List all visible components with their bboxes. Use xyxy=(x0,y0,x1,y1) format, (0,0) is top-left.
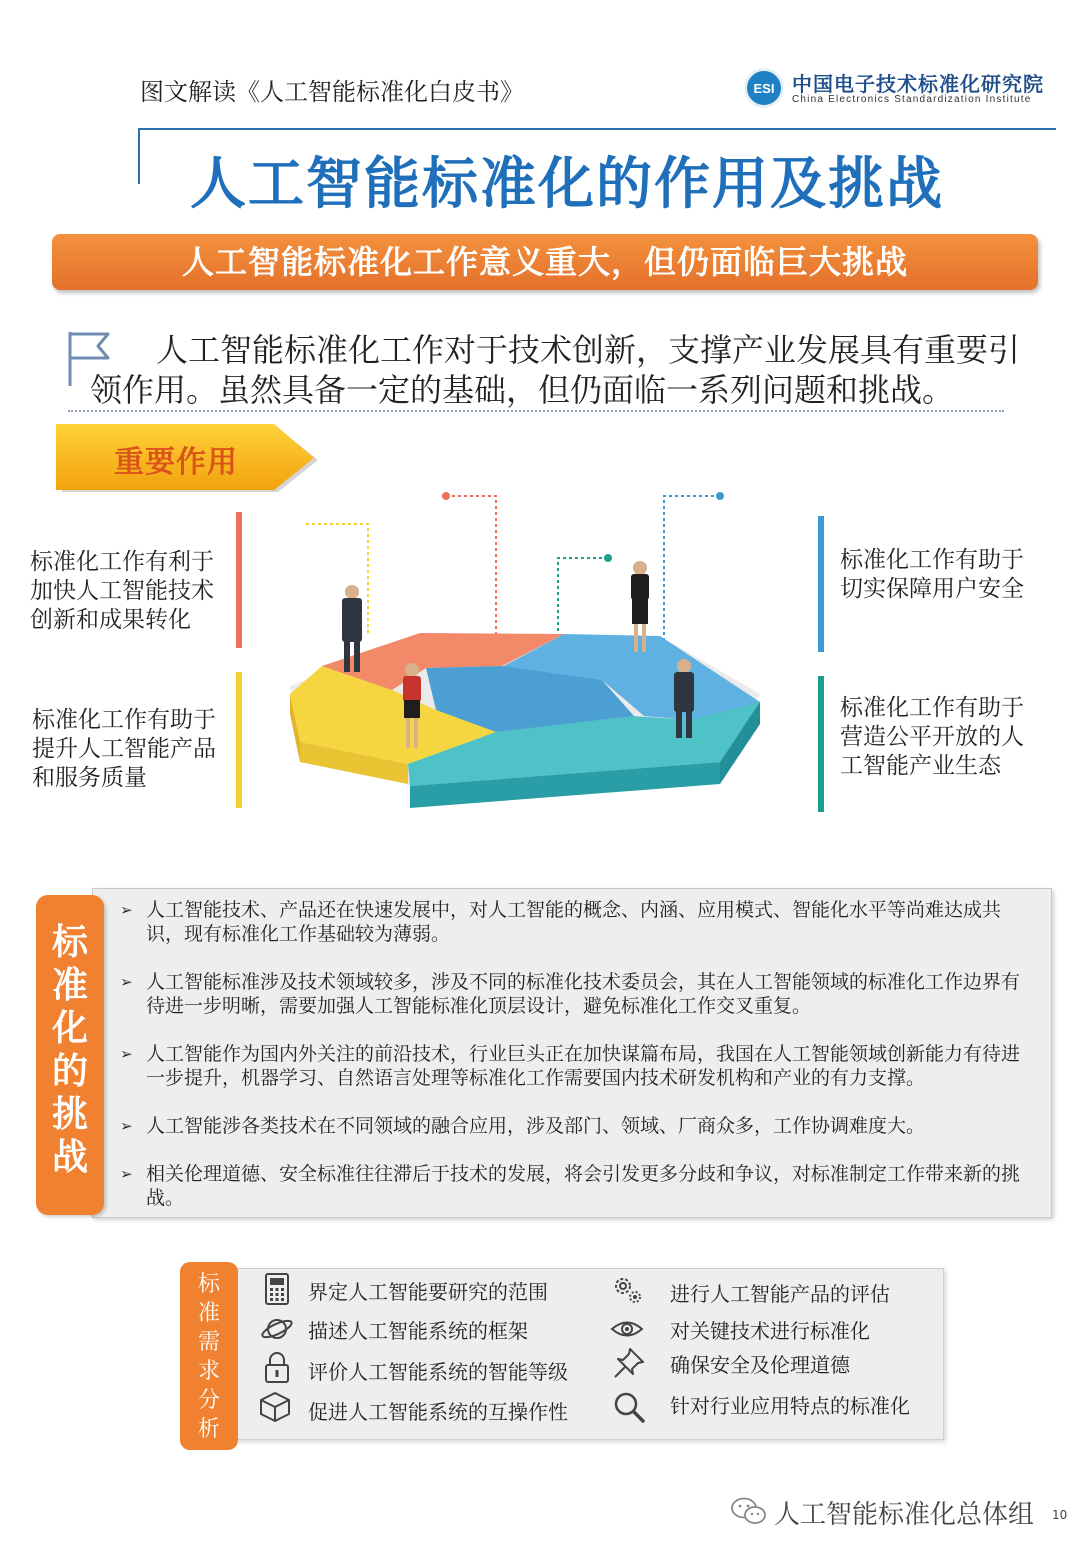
esi-logo xyxy=(744,66,1044,112)
collaboration-ring-illustration xyxy=(260,480,820,820)
header-rule xyxy=(138,128,1056,130)
role-bar-2 xyxy=(236,672,242,808)
gears-icon xyxy=(610,1272,644,1306)
lock-icon xyxy=(260,1350,294,1384)
role-item-2: 标准化工作有助于提升人工智能产品和服务质量 xyxy=(32,707,216,791)
bullet-arrow-icon: ➢ xyxy=(120,1117,133,1135)
logo-badge: ESI xyxy=(744,68,784,108)
magnifier-icon xyxy=(612,1390,646,1424)
planet-icon xyxy=(260,1312,294,1346)
need-item-3: 评价人工智能系统的智能等级 xyxy=(308,1360,568,1384)
role-item-1: 标准化工作有利于加快人工智能技术创新和成果转化 xyxy=(30,549,214,633)
need-item-1: 界定人工智能要研究的范围 xyxy=(308,1280,548,1304)
need-item-4: 促进人工智能系统的互操作性 xyxy=(308,1400,568,1424)
section-banner: 人工智能标准化工作意义重大，但仍面临巨大挑战 xyxy=(52,234,1038,290)
challenge-item-2: ➢ 人工智能标准涉及技术领域较多，涉及不同的标准化技术委员会，其在人工智能领域的标准化工作边界有待进一步明晰，需要加强人工智能标准化顶层设计，避免标准化工作交叉重复。 xyxy=(120,971,1021,1017)
challenge-item-3: ➢ 人工智能作为国内外关注的前沿技术，行业巨头正在加快谋篇布局，我国在人工智能领域创新能力有待进一步提升，机器学习、自然语言处理等标准化工作需要国内技术研发机构和产业的有力支撑。 xyxy=(120,1043,1021,1089)
intro-divider xyxy=(68,410,1004,412)
footer-org: 人工智能标准化总体组 xyxy=(774,1500,1035,1530)
role-item-4: 标准化工作有助于营造公平开放的人工智能产业生态 xyxy=(840,695,1024,779)
challenge-item-5: ➢ 相关伦理道德、安全标准往往滞后于技术的发展，将会引发更多分歧和争议，对标准制定工作带来新的挑战。 xyxy=(120,1163,1021,1209)
calculator-icon xyxy=(260,1272,294,1306)
roles-label: 重要作用 xyxy=(114,445,238,480)
need-item-5: 进行人工智能产品的评估 xyxy=(670,1282,890,1306)
box-icon xyxy=(258,1390,292,1424)
bullet-arrow-icon: ➢ xyxy=(120,1165,133,1183)
page-number: 10 xyxy=(1052,1508,1068,1522)
challenge-item-4: ➢ 人工智能涉各类技术在不同领域的融合应用，涉及部门、领域、厂商众多，工作协调难度大。 xyxy=(120,1115,926,1137)
logo-name-en: China Electronics Standardization Institute xyxy=(792,94,1032,105)
challenge-item-1: ➢ 人工智能技术、产品还在快速发展中，对人工智能的概念、内涵、应用模式、智能化水平等尚难达成共识，现有标准化工作基础较为薄弱。 xyxy=(120,899,1002,945)
header-rule-vertical xyxy=(138,128,140,184)
bullet-arrow-icon: ➢ xyxy=(120,901,133,919)
role-item-3: 标准化工作有助于切实保障用户安全 xyxy=(840,547,1024,602)
challenges-tag xyxy=(36,895,104,1215)
need-item-2: 描述人工智能系统的框架 xyxy=(308,1319,528,1343)
need-item-7: 确保安全及伦理道德 xyxy=(670,1353,850,1377)
bullet-arrow-icon: ➢ xyxy=(120,973,133,991)
pin-icon xyxy=(612,1346,646,1380)
need-item-8: 针对行业应用特点的标准化 xyxy=(670,1394,910,1418)
logo-name-cn: 中国电子技术标准化研究院 xyxy=(792,72,1044,96)
challenges-label: 标准化的挑战 xyxy=(52,922,89,1178)
needs-tag xyxy=(180,1262,238,1450)
role-bar-1 xyxy=(236,512,242,648)
needs-label: 标准需求分析 xyxy=(198,1272,221,1442)
page-title: 人工智能标准化的作用及挑战 xyxy=(190,152,944,217)
need-item-6: 对关键技术进行标准化 xyxy=(670,1319,870,1343)
wechat-icon xyxy=(730,1496,768,1526)
document-subtitle: 图文解读《人工智能标准化白皮书》 xyxy=(140,78,524,106)
intro-paragraph: 人工智能标准化工作对于技术创新，支撑产业发展具有重要引领作用。虽然具备一定的基础，但仍面临一系列问题和挑战。 xyxy=(90,331,1021,409)
bullet-arrow-icon: ➢ xyxy=(120,1045,133,1063)
eye-icon xyxy=(610,1312,644,1346)
